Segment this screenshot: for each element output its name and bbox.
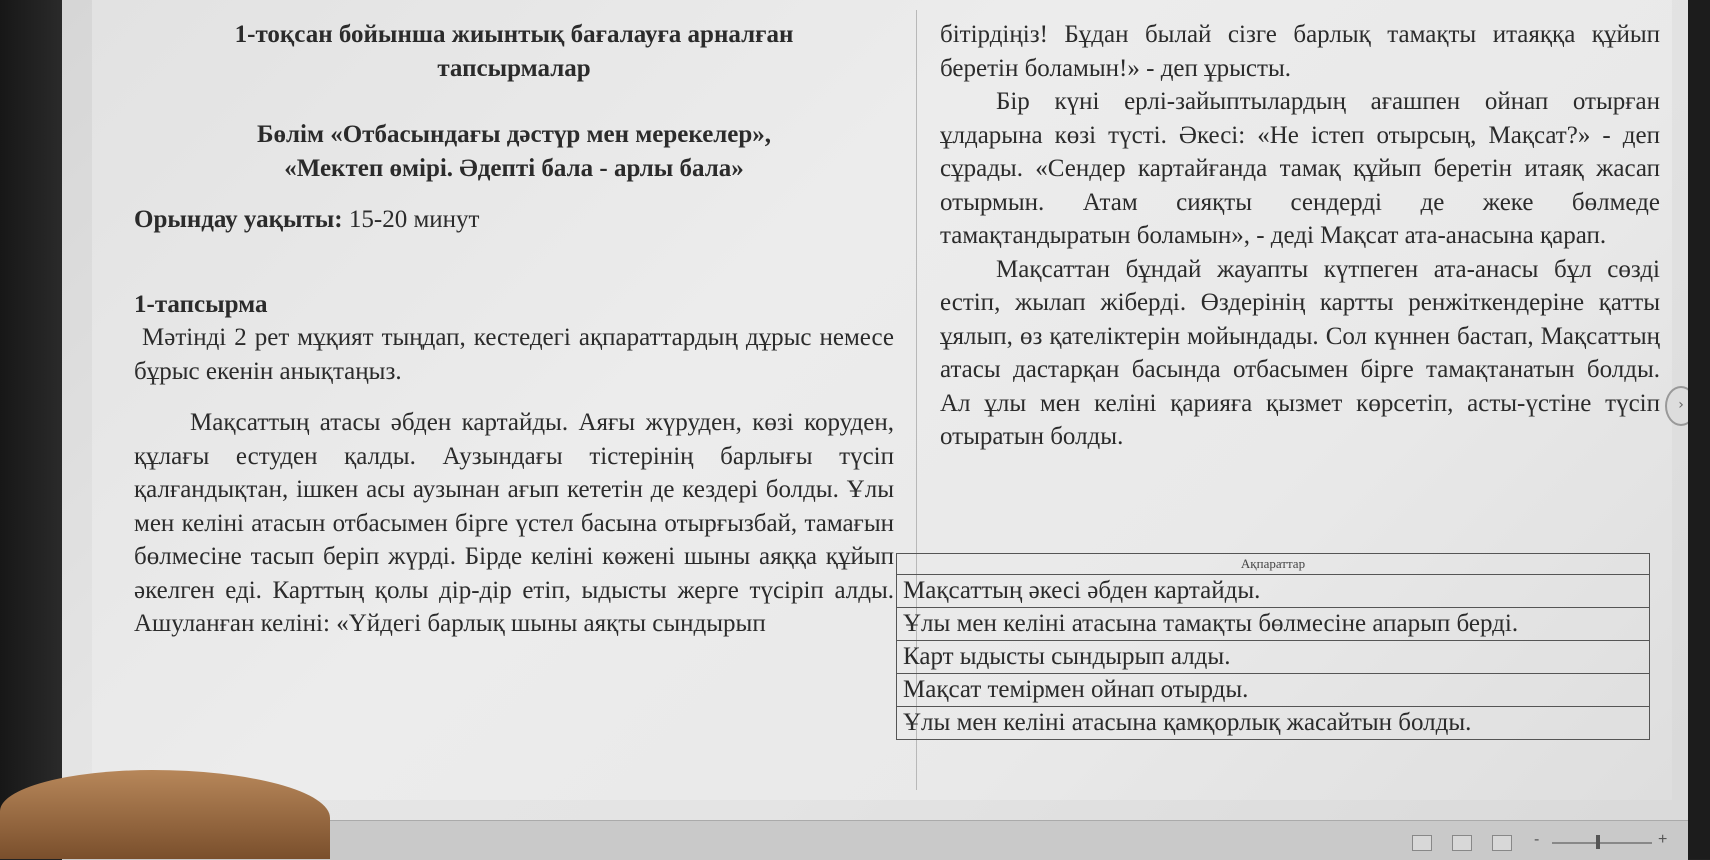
zoom-slider-thumb[interactable] [1596, 835, 1600, 849]
zoom-in-icon[interactable]: + [1658, 831, 1668, 848]
task-title: 1-тапсырма [134, 290, 268, 318]
zoom-out-icon[interactable]: - [1534, 831, 1540, 848]
time-label: Орындау уақыты: [134, 206, 343, 233]
print-layout-view-icon[interactable] [1412, 835, 1432, 851]
time-value: 15-20 минут [342, 206, 480, 233]
info-table [896, 553, 1650, 740]
table-row [897, 608, 1650, 641]
doc-title-line1: 1-тоқсан бойынша жиынтық бағалауға арналған [234, 21, 794, 48]
table-cell: Мақсаттың әкесі әбден картайды. [897, 575, 1650, 608]
web-layout-view-icon[interactable] [1492, 835, 1512, 851]
right-column [940, 18, 1660, 454]
table-row [897, 575, 1650, 608]
left-column [134, 18, 894, 641]
doc-title-line2: тапсырмалар [437, 54, 591, 82]
table-row [897, 674, 1650, 707]
table-cell: Карт ыдысты сындырып алды. [897, 641, 1650, 674]
full-screen-view-icon[interactable] [1452, 835, 1472, 851]
story-paragraph-3: Мақсаттан бұндай жауапты күтпеген ата-анасы бұл сөзді естіп, жылап жіберді. Өздерінің картты ренжіткендеріне қатты ұялып, өз қателіктерін мойындады. Сол күннен бастап, Мақсаттың атасы дастарқан басында отбасымен бірге тамақтанатын болды. Ал ұлы мен келіні қарияға қызмет көрсетіп, асты-үстіне түсіп отыратын болды. [940, 255, 1660, 450]
table-cell: Ұлы мен келіні атасына қамқорлық жасайтын болды. [897, 707, 1650, 740]
story-paragraph: Мақсаттың атасы әбден картайды. Аяғы жүруден, көзі коруден, құлағы естуден қалды. Аузындағы тістерінің барлығы түсіп қалғандықтан, ішкен асы аузынан ағып кететін де кездері болды. Ұлы мен келіні атасын отбасымен бірге үстел басына отырғызбай, тамағын бөлмесіне тасып беріп жүрді. Бірде келіні көжені шыны аяққа құйып әкелген еді. Карттың қолы дір-дір етіп, ыдысты жерге түсіріп алды. Ашуланған келіні: «Үйдегі барлық шыны аяқты сындырып [134, 409, 894, 637]
story-paragraph-2: Бір күні ерлі-зайыптылардың ағашпен ойнап отырған ұлдарына көзі түсті. Әкесі: «Не істеп отырсың, Мақсат?» - деп сұрады. «Сендер картайғанда тамақ құйып беретін итаяқ жасап отырмын. Атам сияқты сендерді де жеке бөлмеде тамақтандыратын боламын», - деді Мақсат ата-анасына қарап. [940, 88, 1660, 249]
table-cell: Ұлы мен келіні атасына тамақты бөлмесіне апарып берді. [897, 608, 1650, 641]
monitor-bezel-right [1688, 0, 1710, 859]
next-page-arrow-icon[interactable]: › [1665, 386, 1697, 426]
section-title-line1: Бөлім «Отбасындағы дәстүр мен мерекелер», [256, 121, 772, 148]
table-header: Ақпараттар [897, 554, 1650, 575]
task-instruction: Мәтінді 2 рет мұқият тыңдап, кестедегі ақпараттардың дұрыс немесе бұрыс екенін анықтаңыз. [134, 324, 894, 385]
document-window [62, 0, 1688, 859]
table-row [897, 707, 1650, 740]
section-title-line2: «Мектеп өмірі. Әдепті бала - арлы бала» [284, 154, 744, 182]
time-row [134, 203, 894, 237]
monitor-bezel-left [0, 0, 62, 859]
zoom-slider-track[interactable] [1552, 842, 1652, 844]
table-row [897, 641, 1650, 674]
document-page [92, 0, 1672, 800]
story-continuation: бітірдіңіз! Бұдан былай сізге барлық тамақты итаяққа құйып беретін боламын!» - деп ұрысты. [940, 21, 1660, 82]
table-cell: Мақсат темірмен ойнап отырды. [897, 674, 1650, 707]
